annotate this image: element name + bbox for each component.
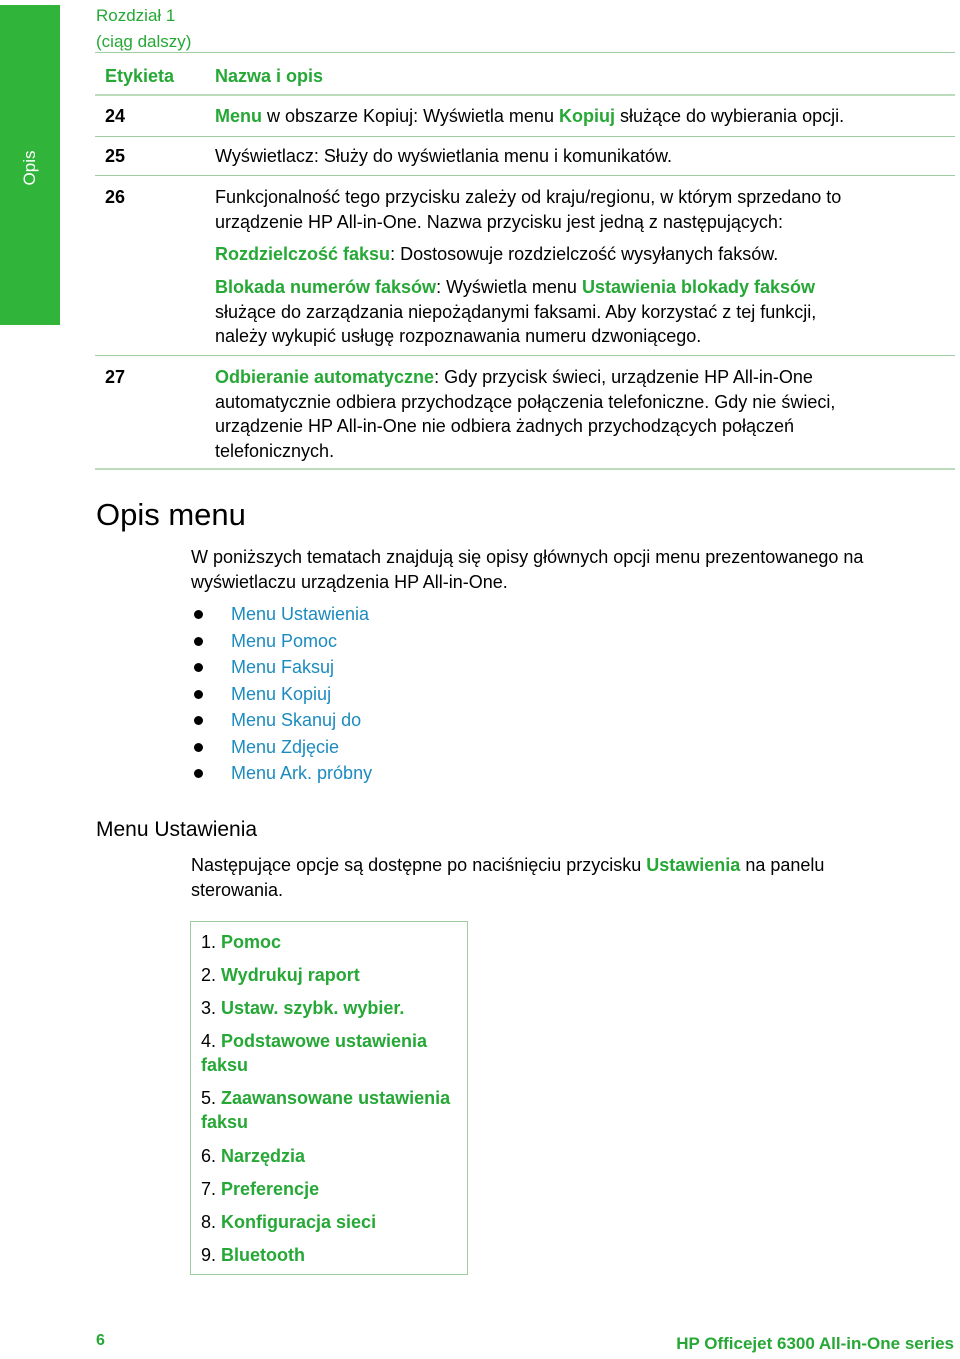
menu-link[interactable]: Menu Kopiuj bbox=[191, 682, 372, 709]
menu-link[interactable]: Menu Ustawienia bbox=[191, 602, 372, 629]
option-item: 5. Zaawansowane ustawienia faksu bbox=[201, 1088, 451, 1132]
option-item: 3. Ustaw. szybk. wybier. bbox=[201, 998, 405, 1018]
option-item: 7. Preferencje bbox=[201, 1179, 320, 1199]
row-number: 24 bbox=[105, 106, 126, 126]
subsection-heading: Menu Ustawienia bbox=[96, 818, 258, 841]
header-rule bbox=[95, 94, 955, 96]
column-header-name: Nazwa i opis bbox=[215, 66, 324, 86]
menu-link[interactable]: Menu Pomoc bbox=[191, 629, 372, 656]
page-number: 6 bbox=[96, 1332, 105, 1349]
option-item: 6. Narzędzia bbox=[201, 1146, 306, 1166]
table-bottom-rule bbox=[95, 468, 955, 470]
table-row-description: Menu w obszarze Kopiuj: Wyświetla menu Kopiuj służące do wybierania opcji. bbox=[215, 106, 845, 126]
menu-link[interactable]: Menu Skanuj do bbox=[191, 708, 372, 735]
chapter-label: Rozdział 1 bbox=[96, 6, 176, 25]
row-rule bbox=[95, 136, 955, 137]
term: Kopiuj bbox=[558, 106, 615, 126]
term: Ustawienia bbox=[646, 855, 741, 875]
option-item: 9. Bluetooth bbox=[201, 1245, 305, 1265]
section-intro: W poniższych tematach znajdują się opisy głównych opcji menu prezentowanego na wyświetlaczu urządzenia HP All-in-One. bbox=[191, 547, 864, 592]
settings-options-box bbox=[190, 921, 468, 1275]
option-item: 1. Pomoc bbox=[201, 932, 282, 952]
row-number: 27 bbox=[105, 367, 126, 387]
menu-link[interactable]: Menu Faksuj bbox=[191, 655, 372, 682]
term: Rozdzielczość faksu bbox=[215, 244, 391, 264]
subsection-intro: Następujące opcje są dostępne po naciśnięciu przycisku Ustawienia na panelu sterowania. bbox=[191, 855, 825, 900]
table-row-description: Odbieranie automatyczne: Gdy przycisk świeci, urządzenie HP All-in-One automatycznie odbiera przychodzące połączenia telefoniczne. Gdy nie świeci, urządzenie HP All-in-One nie odbiera żadnych przychodzących połączeń telefonicznych. bbox=[215, 367, 836, 461]
row-rule bbox=[95, 175, 955, 176]
menu-link-list bbox=[191, 602, 372, 788]
option-resolution: Rozdzielczość faksu: Dostosowuje rozdzielczość wysyłanych faksów. bbox=[215, 244, 779, 264]
table-row-description: Funkcjonalność tego przycisku zależy od kraju/regionu, w którym sprzedano to urządzenie HP All-in-One. Nazwa przycisku jest jedną z następujących: bbox=[215, 187, 842, 232]
table-top-rule bbox=[95, 52, 955, 53]
table-row-description: Wyświetlacz: Służy do wyświetlania menu i komunikatów. bbox=[215, 146, 673, 166]
chapter-continued: (ciąg dalszy) bbox=[96, 32, 192, 51]
term: Odbieranie automatyczne bbox=[215, 367, 435, 387]
menu-link[interactable]: Menu Zdjęcie bbox=[191, 735, 372, 762]
option-item: 4. Podstawowe ustawienia faksu bbox=[201, 1031, 428, 1075]
row-number: 26 bbox=[105, 187, 126, 207]
menu-link[interactable]: Menu Ark. próbny bbox=[191, 761, 372, 788]
side-tab-label: Opis bbox=[20, 150, 39, 186]
column-header-label: Etykieta bbox=[105, 66, 175, 86]
term: Menu bbox=[215, 106, 262, 126]
option-fax-block: Blokada numerów faksów: Wyświetla menu Ustawienia blokady faksów służące do zarządzania niepożądanymi faksami. Aby korzystać z tej funkcji, należy wykupić usługę rozpoznawania numeru dzwoniącego. bbox=[215, 277, 817, 346]
section-side-tab bbox=[0, 5, 60, 325]
term: Blokada numerów faksów bbox=[215, 277, 437, 297]
row-rule bbox=[95, 355, 955, 356]
option-item: 8. Konfiguracja sieci bbox=[201, 1212, 377, 1232]
term: Ustawienia blokady faksów bbox=[581, 277, 816, 297]
section-heading: Opis menu bbox=[96, 497, 246, 532]
footer-product-title: HP Officejet 6300 All-in-One series bbox=[676, 1334, 954, 1353]
row-number: 25 bbox=[105, 146, 126, 166]
option-item: 2. Wydrukuj raport bbox=[201, 965, 360, 985]
